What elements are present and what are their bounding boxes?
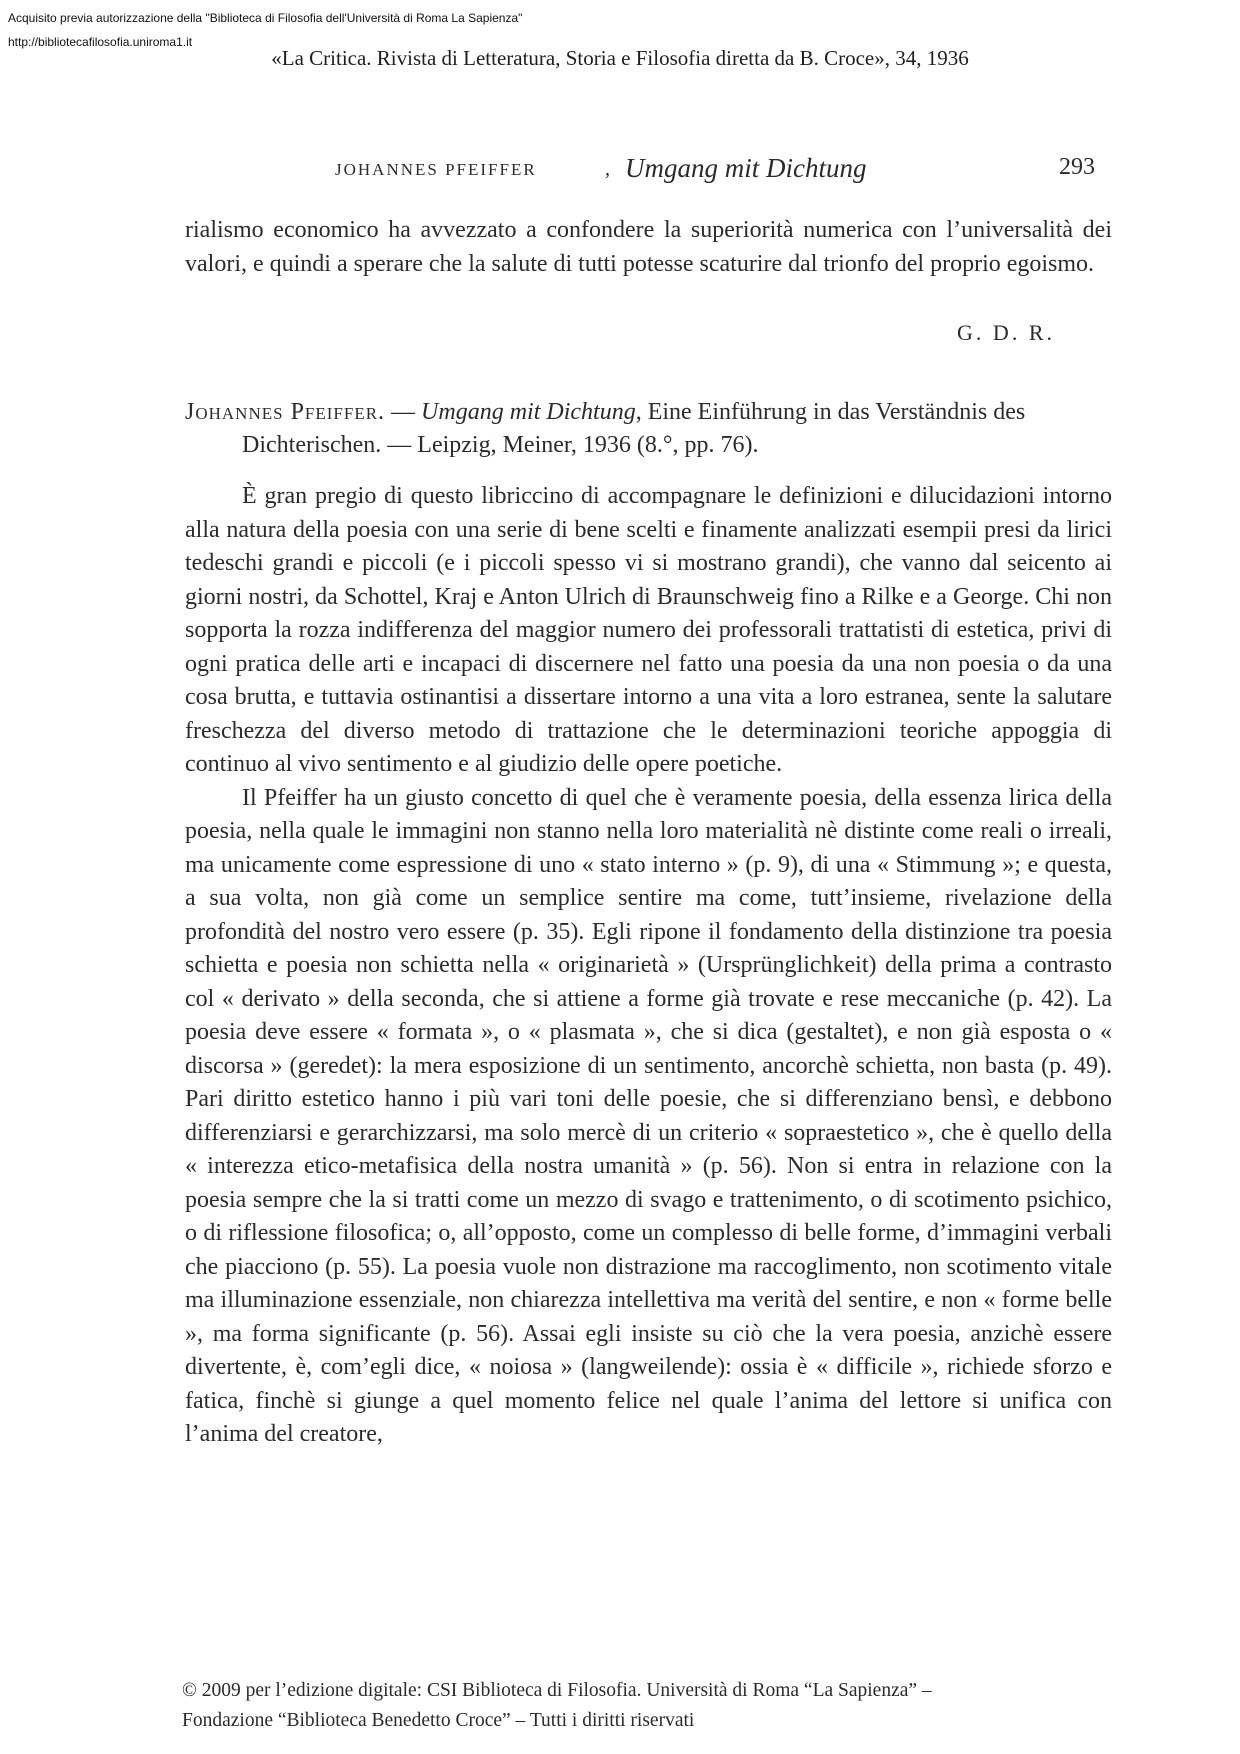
paragraph: È gran pregio di questo libriccino di accompagnare le definizioni e dilucidazioni intorno alla natura della poesia con una serie di bene scelti e finamente analizzati esempii presi da lirici tedeschi grandi e piccoli (e i piccoli spesso vi si mostrano grandi), che vanno dal seicento ai giorni nostri, da Schottel, Kraj e Anton Ulrich di Braunschweig fino a Rilke e a George. Chi non sopporta la rozza indifferenza del maggior numero dei professorali trattatisti di estetica, privi di ogni pratica delle arti e incapaci di discernere nel fatto una poesia da una non poesia o da una cosa brutta, e tuttavia ostinantisi a dissertare intorno a una vita a loro estranea, sente la salutare freschezza del diverso metodo di trattazione che le determinazioni teoriche appoggia di continuo al vivo sentimento e al giudizio delle opere poetiche. (185, 483, 1112, 777)
running-head-comma: , (605, 158, 610, 180)
bib-dash: — (385, 399, 422, 425)
rights-line: Fondazione “Biblioteca Benedetto Croce” – Tutti i diritti riservati (182, 1710, 695, 1731)
copyright-footer (182, 1676, 932, 1736)
acquisition-notice-line: Acquisito previa autorizzazione della "Biblioteca di Filosofia dell'Università di Roma La Sapienza" (8, 11, 523, 25)
continuation-text: rialismo economico ha avvezzato a confondere la superiorità numerica con l’universalità dei valori, e quindi a sperare che la salute di tutti potesse scaturire dal trionfo del proprio egoismo. (185, 217, 1112, 277)
bib-author: Johannes Pfeiffer. (185, 399, 386, 425)
bib-details: , Eine Einführung in das Verständnis des Dichterischen. — Leipzig, Meiner, 1936 (8.°, pp. 76). (242, 399, 1026, 458)
journal-citation: «La Critica. Rivista di Letteratura, Storia e Filosofia diretta da B. Croce», 34, 1936 (271, 46, 969, 70)
bib-title: Umgang mit Dichtung (421, 399, 636, 425)
paragraph: Il Pfeiffer ha un giusto concetto di quel che è veramente poesia, della essenza lirica della poesia, nella quale le immagini non stanno nella loro materialità nè distinte come reali o irreali, ma unicamente come espressione di uno « stato interno » (p. 9), di una « Stimmung »; e questa, a sua volta, non già come un semplice sentire ma come, tutt’insieme, rivelazione della profondità del nostro vero essere (p. 35). Egli ripone il fondamento della distinzione tra poesia schietta e poesia non schietta nella « originarietà » (Ursprünglichkeit) della prima a contrasto col « derivato » della seconda, che si attiene a forme già trovate e rese meccaniche (p. 42). La poesia deve essere « formata », o « plasmata », che si dica (gestaltet), e non già esposta o « discorsa » (geredet): la mera esposizione di un sentimento, ancorchè schietta, non basta (p. 49). Pari diritto estetico hanno i più vari toni delle poesie, che si differenziano bensì, e debbono differenziarsi e gerarchizzarsi, ma solo mercè di un criterio « sopraestetico », che è quello della « interezza etico-metafisica della nostra umanità » (p. 56). Non si entra in relazione con la poesia sempre che la si tratti come un mezzo di svago e trattenimento, o di scotimento psichico, o di riflessione filosofica; o, all’opposto, come un complesso di belle forme, d’immagini verbali che piacciono (p. 55). La poesia vuole non distrazione ma raccoglimento, non scotimento vitale ma illuminazione essenziale, non chiarezza intellettiva ma verità del sentire, e non « forme belle », ma forma significante (p. 56). Assai egli insiste su ciò che la vera poesia, anzichè essere divertente, è, com’egli dice, « noiosa » (langweilende): ossia è « difficile », richiede sforzo e fatica, finchè si giunge a quel momento felice nel quale l’anima del lettore si unifica con l’anima del creatore, (185, 784, 1112, 1447)
running-head (185, 150, 1115, 190)
page-number: 293 (1059, 154, 1095, 180)
source-url: http://bibliotecafilosofia.uniroma1.it (8, 35, 193, 49)
copyright-line: © 2009 per l’edizione digitale: CSI Biblioteca di Filosofia. Università di Roma “La Sapienza” – (182, 1680, 932, 1701)
review-body (185, 480, 1112, 1452)
review-signature: G. D. R. (957, 320, 1055, 345)
bibliographic-entry (185, 396, 1112, 462)
continuation-paragraph (185, 214, 1112, 281)
running-head-author: JOHANNES PFEIFFER (335, 160, 537, 179)
running-head-title: Umgang mit Dichtung (625, 153, 867, 183)
